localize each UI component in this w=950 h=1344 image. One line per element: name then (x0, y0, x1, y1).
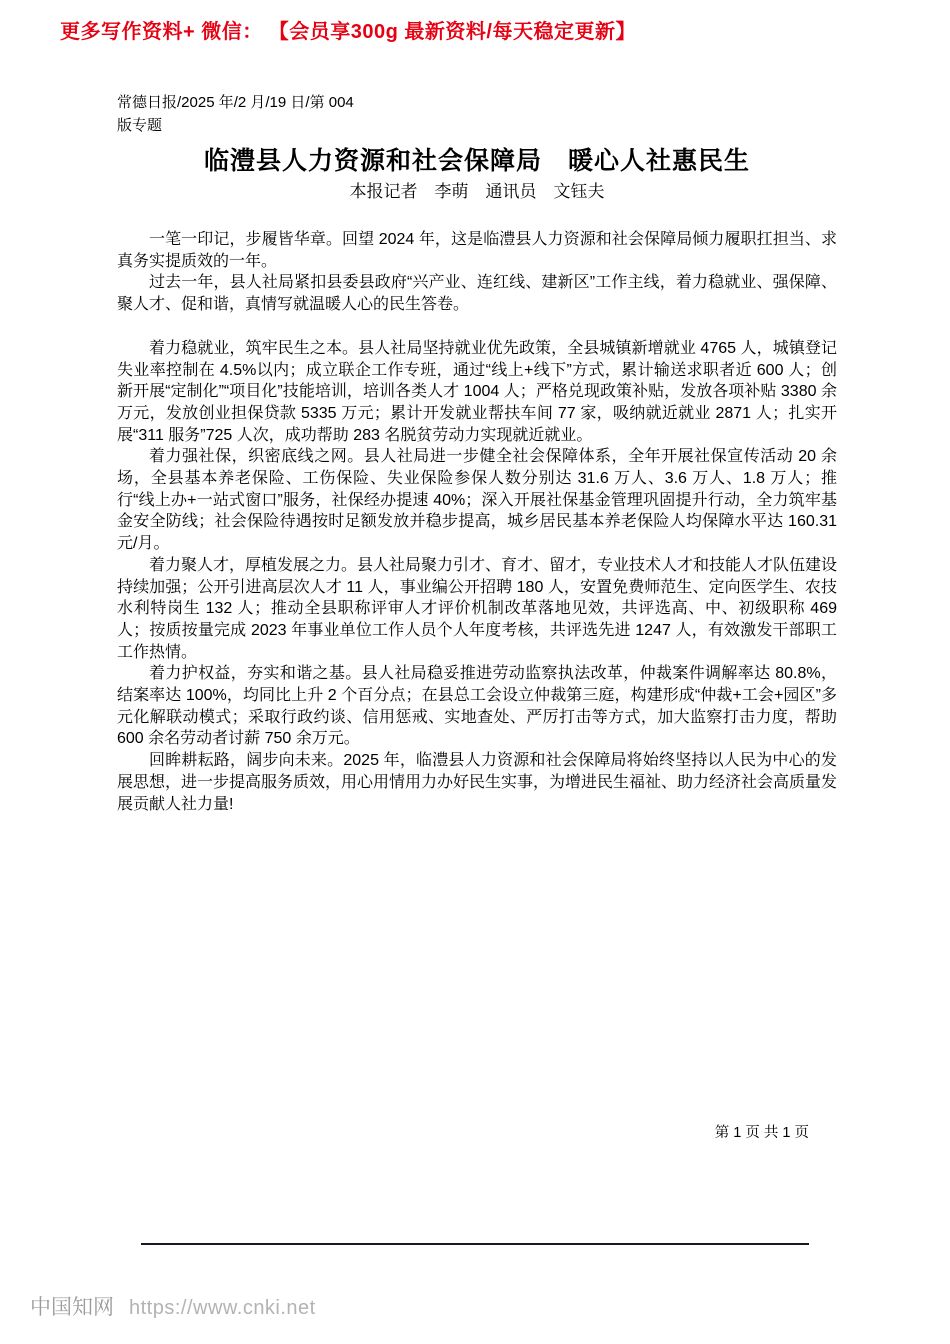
paragraph-overview: 过去一年，县人社局紧扣县委县政府“兴产业、连红线、建新区”工作主线，着力稳就业、强保障、聚人才、促和谐，真情写就温暖人心的民生答卷。 (117, 274, 837, 314)
article-byline: 本报记者 李萌 通讯员 文钰夫 (349, 182, 605, 201)
footer-divider (141, 1243, 809, 1245)
cnki-logo-text: 中国知网 (30, 1296, 114, 1319)
paragraph-social-security: 着力强社保，织密底线之网。县人社局进一步健全社会保障体系，全年开展社保宣传活动 20 余场，全县基本养老保险、工伤保险、失业保险参保人数分别达 31.6 万人、3.6 万人、1.8 万人；推行“线上办+一站式窗口”服务，社保经办提速 40%；深入开展社保基金管理巩固提升行动，全力筑牢基金安全防线；社会保险待遇按时足额发放并稳步提高，城乡居民基本养老保险人均保障水平达 160.31 元/月。 (117, 448, 837, 553)
article-body (117, 229, 837, 815)
paragraph-intro: 一笔一印记，步履皆华章。回望 2024 年，这是临澧县人力资源和社会保障局倾力履职扛担当、求真务实提质效的一年。 (117, 231, 837, 270)
paragraph-outlook: 回眸耕耘路，阔步向未来。2025 年，临澧县人力资源和社会保障局将始终坚持以人民为中心的发展思想，进一步提高服务质效，用心用情用力办好民生实事，为增进民生福祉、助力经济社会高质量发展贡献人社力量! (117, 752, 838, 813)
paragraph-employment: 着力稳就业，筑牢民生之本。县人社局坚持就业优先政策，全县城镇新增就业 4765 人，城镇登记失业率控制在 4.5%以内；成立联企工作专班，通过“线上+线下”方式，累计输送求职者近 600 人；创新开展“定制化”“项目化”技能培训，培训各类人才 1004 人；严格兑现政策补贴，发放各项补贴 3380 余万元，发放创业担保贷款 5335 万元；累计开发就业帮扶车间 77 家，吸纳就近就业 2871 人；扎实开展“311 服务”725 人次，成功帮助 283 名脱贫劳动力实现就近就业。 (117, 339, 837, 444)
source-info (117, 91, 837, 137)
paragraph-rights: 着力护权益，夯实和谐之基。县人社局稳妥推进劳动监察执法改革，仲裁案件调解率达 80.8%，结案率达 100%，均同比上升 2 个百分点；在县总工会设立仲裁第三庭，构建形成“仲裁+工会+园区”多元化解联动模式；采取行政约谈、信用惩戒、实地查处、严厉打击等方式，加大监察打击力度，帮助 600 余名劳动者讨薪 750 余万元。 (117, 665, 837, 748)
page-indicator: 第 1 页 共 1 页 (714, 1125, 809, 1141)
article-content (117, 0, 837, 815)
article-title: 临澧县人力资源和社会保障局 暖心人社惠民生 (203, 147, 750, 175)
promo-banner-text: 更多写作资料+ 微信： 【会员享300g 最新资料/每天稳定更新】 (60, 21, 636, 43)
source-line-1: 常德日报/2025 年/2 月/19 日/第 004 (117, 94, 354, 111)
source-line-2: 版专题 (117, 117, 163, 134)
paragraph-talent: 着力聚人才，厚植发展之力。县人社局聚力引才、育才、留才，专业技术人才和技能人才队伍建设持续加强；公开引进高层次人才 11 人，事业编公开招聘 180 人，安置免费师范生、定向医学生、农技水利特岗生 132 人；推动全县职称评审人才评价机制改革落地见效，共评选高、中、初级职称 469 人；按质按量完成 2023 年事业单位工作人员个人年度考核，共评选先进 1247 人，有效激发干部职工工作热情。 (117, 556, 838, 661)
cnki-url-text: https://www.cnki.net (129, 1297, 316, 1319)
cnki-watermark (30, 1291, 316, 1321)
